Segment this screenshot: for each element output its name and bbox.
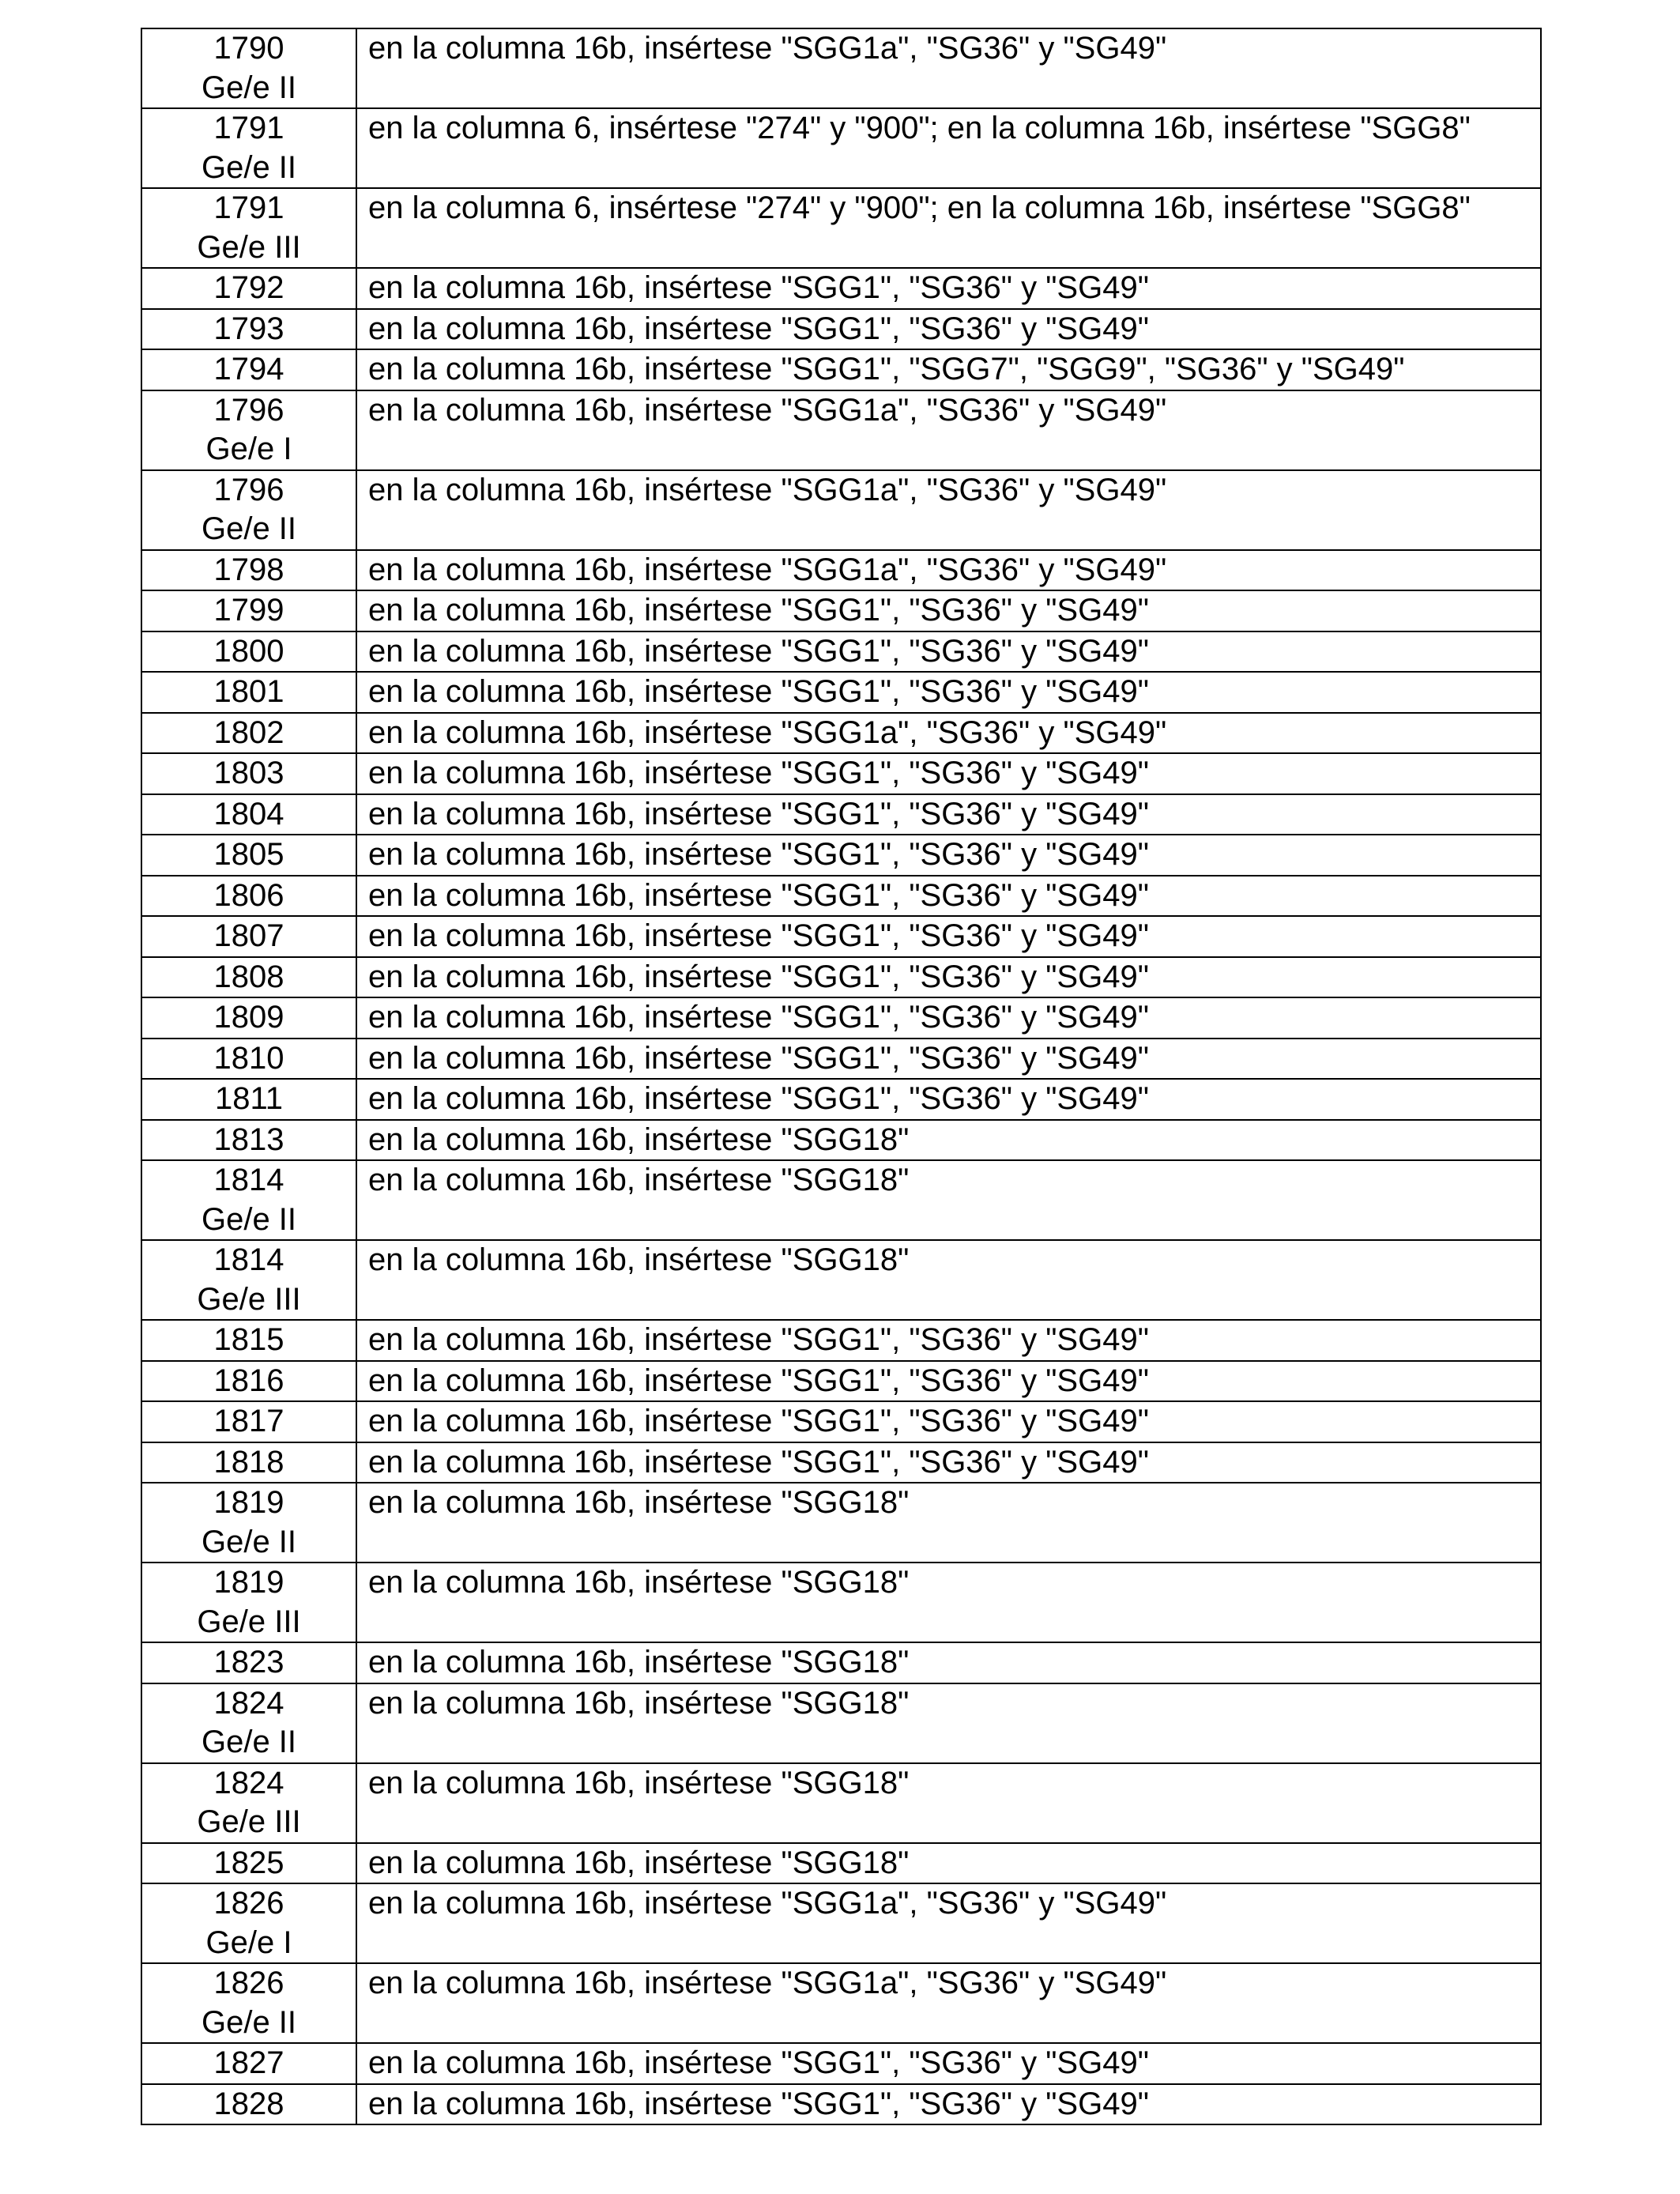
entry-id-cell [141, 309, 356, 350]
entry-id-cell [141, 390, 356, 470]
amendment-text-cell [356, 916, 1541, 957]
table-row [141, 753, 1541, 794]
amendments-table [141, 28, 1542, 2125]
amendment-text-cell [356, 1843, 1541, 1884]
amendment-text-cell [356, 957, 1541, 998]
entry-number: 1800 [213, 633, 284, 669]
amendment-text-cell [356, 876, 1541, 917]
entry-number: 1791 [213, 111, 284, 145]
entry-id-cell [141, 672, 356, 713]
amendment-text: en la columna 6, insértese "274" y "900"; en la columna 16b, insértese "SGG8" [368, 111, 1471, 145]
entry-id-cell [141, 713, 356, 754]
amendment-text-cell [356, 1240, 1541, 1320]
table-row [141, 1442, 1541, 1483]
amendment-text-cell [356, 268, 1541, 309]
amendment-text: en la columna 16b, insértese "SGG18" [368, 1565, 910, 1600]
table-row [141, 470, 1541, 550]
amendment-text-cell [356, 753, 1541, 794]
table-row [141, 108, 1541, 188]
amendment-text-cell [356, 1483, 1541, 1563]
amendment-text: en la columna 16b, insértese "SGG1", "SG36" y "SG49" [368, 1081, 1149, 1116]
entry-subclass: Ge/e II [201, 1524, 297, 1559]
entry-number: 1817 [213, 1404, 284, 1438]
entry-number: 1819 [213, 1485, 284, 1520]
amendment-text-cell [356, 390, 1541, 470]
amendment-text-cell [356, 2084, 1541, 2125]
entry-number: 1798 [213, 552, 284, 587]
entry-number: 1826 [213, 1886, 284, 1921]
amendment-text: en la columna 16b, insértese "SGG1", "SG36" y "SG49" [368, 270, 1149, 305]
table-row [141, 835, 1541, 876]
entry-id-cell [141, 1563, 356, 1642]
entry-subclass: Ge/e II [201, 2004, 297, 2040]
entry-number: 1819 [213, 1565, 284, 1600]
entry-number: 1803 [213, 756, 284, 790]
entry-id-cell [141, 188, 356, 268]
amendment-text-cell [356, 1642, 1541, 1683]
entry-number: 1791 [213, 190, 284, 225]
amendment-text-cell [356, 1563, 1541, 1642]
amendment-text-cell [356, 1401, 1541, 1442]
table-row [141, 1240, 1541, 1320]
entry-number: 1814 [213, 1242, 284, 1277]
entry-subclass: Ge/e II [201, 70, 297, 105]
table-row [141, 957, 1541, 998]
entry-number: 1801 [213, 674, 284, 709]
table-row [141, 1883, 1541, 1963]
table-row [141, 590, 1541, 631]
amendment-text: en la columna 16b, insértese "SGG1", "SG36" y "SG49" [368, 918, 1149, 953]
amendment-text: en la columna 16b, insértese "SGG1", "SG36" y "SG49" [368, 1363, 1149, 1398]
table-row [141, 2084, 1541, 2125]
entry-id-cell [141, 1361, 356, 1402]
entry-id-cell [141, 753, 356, 794]
amendment-text: en la columna 16b, insértese "SGG18" [368, 1845, 910, 1880]
amendment-text: en la columna 16b, insértese "SGG1", "SG36" y "SG49" [368, 837, 1149, 872]
entry-id-cell [141, 957, 356, 998]
table-row [141, 631, 1541, 673]
entry-id-cell [141, 590, 356, 631]
entry-id-cell [141, 470, 356, 550]
amendment-text: en la columna 16b, insértese "SGG1a", "SG36" y "SG49" [368, 552, 1167, 587]
amendment-text-cell [356, 1079, 1541, 1120]
entry-id-cell [141, 1401, 356, 1442]
entry-id-cell [141, 28, 356, 108]
amendment-text: en la columna 16b, insértese "SGG1", "SG36" y "SG49" [368, 1404, 1149, 1438]
table-row [141, 1160, 1541, 1240]
entry-subclass: Ge/e III [197, 1604, 301, 1639]
table-row [141, 672, 1541, 713]
amendment-text: en la columna 16b, insértese "SGG1", "SG36" y "SG49" [368, 593, 1149, 628]
table-row [141, 268, 1541, 309]
amendment-text-cell [356, 1320, 1541, 1361]
amendment-text-cell [356, 835, 1541, 876]
amendment-text: en la columna 16b, insértese "SGG18" [368, 1765, 910, 1800]
table-row [141, 1843, 1541, 1884]
amendment-text: en la columna 16b, insértese "SGG18" [368, 1242, 910, 1277]
entry-subclass: Ge/e III [197, 1804, 301, 1839]
entry-number: 1816 [213, 1363, 284, 1398]
entry-number: 1808 [213, 959, 284, 994]
table-row [141, 876, 1541, 917]
entry-number: 1796 [213, 472, 284, 507]
entry-id-cell [141, 1160, 356, 1240]
amendment-text-cell [356, 470, 1541, 550]
table-row [141, 997, 1541, 1039]
amendment-text-cell [356, 1442, 1541, 1483]
amendment-text-cell [356, 794, 1541, 835]
table-row [141, 1401, 1541, 1442]
entry-number: 1824 [213, 1685, 284, 1721]
entry-id-cell [141, 2043, 356, 2084]
entry-number: 1810 [213, 1040, 284, 1076]
entry-number: 1809 [213, 1000, 284, 1035]
table-row [141, 916, 1541, 957]
amendment-text: en la columna 16b, insértese "SGG1a", "SG36" y "SG49" [368, 392, 1167, 428]
entry-id-cell [141, 835, 356, 876]
entry-number: 1826 [213, 1966, 284, 2000]
entry-id-cell [141, 268, 356, 309]
entry-subclass: Ge/e III [197, 229, 301, 265]
entry-subclass: Ge/e II [201, 149, 297, 185]
amendment-text: en la columna 16b, insértese "SGG1", "SGG7", "SGG9", "SG36" y "SG49" [368, 352, 1405, 386]
entry-subclass: Ge/e I [205, 432, 292, 466]
amendment-text: en la columna 16b, insértese "SGG18" [368, 1163, 910, 1197]
entry-number: 1811 [214, 1081, 283, 1116]
table-row [141, 1642, 1541, 1683]
amendment-text-cell [356, 2043, 1541, 2084]
entry-id-cell [141, 1320, 356, 1361]
amendment-text: en la columna 16b, insértese "SGG1", "SG36" y "SG49" [368, 1000, 1149, 1035]
entry-id-cell [141, 1883, 356, 1963]
amendment-text: en la columna 16b, insértese "SGG1a", "SG36" y "SG49" [368, 472, 1167, 507]
entry-number: 1814 [213, 1163, 284, 1197]
amendment-text-cell [356, 550, 1541, 591]
amendment-text: en la columna 16b, insértese "SGG1", "SG36" y "SG49" [368, 2045, 1149, 2080]
amendment-text-cell [356, 1160, 1541, 1240]
table-row [141, 1683, 1541, 1763]
amendment-text-cell [356, 672, 1541, 713]
entry-number: 1802 [213, 714, 284, 750]
entry-number: 1807 [213, 918, 284, 953]
entry-id-cell [141, 349, 356, 390]
entry-number: 1828 [213, 2086, 284, 2121]
table-body [141, 28, 1541, 2124]
amendment-text: en la columna 16b, insértese "SGG1", "SG36" y "SG49" [368, 633, 1149, 669]
amendment-text: en la columna 16b, insértese "SGG1", "SG36" y "SG49" [368, 1040, 1149, 1076]
amendment-text: en la columna 16b, insértese "SGG1", "SG36" y "SG49" [368, 877, 1149, 913]
table-row [141, 1120, 1541, 1161]
entry-number: 1818 [213, 1444, 284, 1480]
table-row [141, 713, 1541, 754]
amendment-text: en la columna 16b, insértese "SGG1", "SG36" y "SG49" [368, 959, 1149, 994]
amendment-text: en la columna 16b, insértese "SGG1a", "SG36" y "SG49" [368, 31, 1167, 66]
entry-subclass: Ge/e II [201, 1201, 297, 1237]
entry-id-cell [141, 916, 356, 957]
table-row [141, 1483, 1541, 1563]
table-row [141, 1963, 1541, 2043]
entry-id-cell [141, 1079, 356, 1120]
entry-id-cell [141, 1483, 356, 1563]
entry-id-cell [141, 1963, 356, 2043]
amendment-text-cell [356, 309, 1541, 350]
amendment-text: en la columna 16b, insértese "SGG1a", "SG36" y "SG49" [368, 1966, 1167, 2000]
entry-id-cell [141, 876, 356, 917]
amendment-text: en la columna 16b, insértese "SGG1", "SG36" y "SG49" [368, 311, 1149, 346]
table-row [141, 1563, 1541, 1642]
amendment-text-cell [356, 1039, 1541, 1080]
amendment-text-cell [356, 349, 1541, 390]
entry-number: 1815 [213, 1322, 284, 1357]
table-row [141, 794, 1541, 835]
amendment-text: en la columna 16b, insértese "SGG1", "SG36" y "SG49" [368, 1444, 1149, 1480]
table-row [141, 188, 1541, 268]
entry-subclass: Ge/e I [205, 1924, 292, 1960]
table-row [141, 1079, 1541, 1120]
entry-id-cell [141, 1442, 356, 1483]
amendment-text-cell [356, 997, 1541, 1039]
table-row [141, 2043, 1541, 2084]
entry-number: 1799 [213, 593, 284, 628]
entry-number: 1790 [213, 31, 284, 66]
entry-id-cell [141, 1039, 356, 1080]
entry-number: 1794 [213, 352, 284, 386]
entry-id-cell [141, 1642, 356, 1683]
entry-number: 1824 [213, 1765, 284, 1800]
table-row [141, 1763, 1541, 1843]
amendment-text-cell [356, 590, 1541, 631]
amendment-text-cell [356, 1361, 1541, 1402]
amendment-text-cell [356, 1963, 1541, 2043]
amendment-text-cell [356, 1883, 1541, 1963]
table-row [141, 1039, 1541, 1080]
entry-number: 1796 [213, 392, 284, 428]
amendment-text-cell [356, 631, 1541, 673]
amendment-text: en la columna 16b, insértese "SGG1a", "SG36" y "SG49" [368, 1886, 1167, 1921]
amendment-text-cell [356, 108, 1541, 188]
entry-subclass: Ge/e III [197, 1281, 301, 1317]
entry-number: 1792 [213, 270, 284, 305]
entry-id-cell [141, 997, 356, 1039]
amendment-text-cell [356, 1763, 1541, 1843]
entry-id-cell [141, 631, 356, 673]
entry-id-cell [141, 2084, 356, 2125]
entry-id-cell [141, 1120, 356, 1161]
amendment-text-cell [356, 28, 1541, 108]
table-row [141, 1320, 1541, 1361]
amendment-text-cell [356, 1683, 1541, 1763]
amendment-text: en la columna 16b, insértese "SGG1", "SG36" y "SG49" [368, 2086, 1149, 2121]
amendment-text-cell [356, 188, 1541, 268]
amendment-text: en la columna 16b, insértese "SGG1", "SG36" y "SG49" [368, 796, 1149, 831]
amendment-text: en la columna 16b, insértese "SGG18" [368, 1645, 910, 1679]
entry-number: 1804 [213, 796, 284, 831]
entry-number: 1827 [213, 2045, 284, 2080]
entry-subclass: Ge/e II [201, 1725, 297, 1759]
amendment-text-cell [356, 713, 1541, 754]
entry-number: 1825 [213, 1845, 284, 1880]
amendment-text: en la columna 16b, insértese "SGG1", "SG36" y "SG49" [368, 1322, 1149, 1357]
entry-id-cell [141, 550, 356, 591]
table-row [141, 1361, 1541, 1402]
amendment-text: en la columna 16b, insértese "SGG1", "SG36" y "SG49" [368, 674, 1149, 709]
amendment-text-cell [356, 1120, 1541, 1161]
amendment-text: en la columna 16b, insértese "SGG18" [368, 1485, 910, 1520]
table-row [141, 309, 1541, 350]
entry-number: 1813 [213, 1122, 284, 1157]
amendment-text: en la columna 16b, insértese "SGG1", "SG36" y "SG49" [368, 756, 1149, 790]
table-row [141, 349, 1541, 390]
amendment-text: en la columna 16b, insértese "SGG1a", "SG36" y "SG49" [368, 714, 1167, 750]
entry-number: 1793 [213, 311, 284, 346]
entry-number: 1805 [213, 837, 284, 872]
table-row [141, 390, 1541, 470]
entry-number: 1823 [213, 1645, 284, 1679]
amendment-text: en la columna 6, insértese "274" y "900"; en la columna 16b, insértese "SGG8" [368, 190, 1471, 225]
entry-id-cell [141, 1240, 356, 1320]
entry-id-cell [141, 794, 356, 835]
table-row [141, 28, 1541, 108]
entry-id-cell [141, 1763, 356, 1843]
entry-number: 1806 [213, 877, 284, 913]
entry-id-cell [141, 1683, 356, 1763]
entry-id-cell [141, 108, 356, 188]
table-row [141, 550, 1541, 591]
entry-subclass: Ge/e II [201, 511, 297, 546]
amendment-text: en la columna 16b, insértese "SGG18" [368, 1685, 910, 1721]
entry-id-cell [141, 1843, 356, 1884]
amendment-text: en la columna 16b, insértese "SGG18" [368, 1122, 910, 1157]
